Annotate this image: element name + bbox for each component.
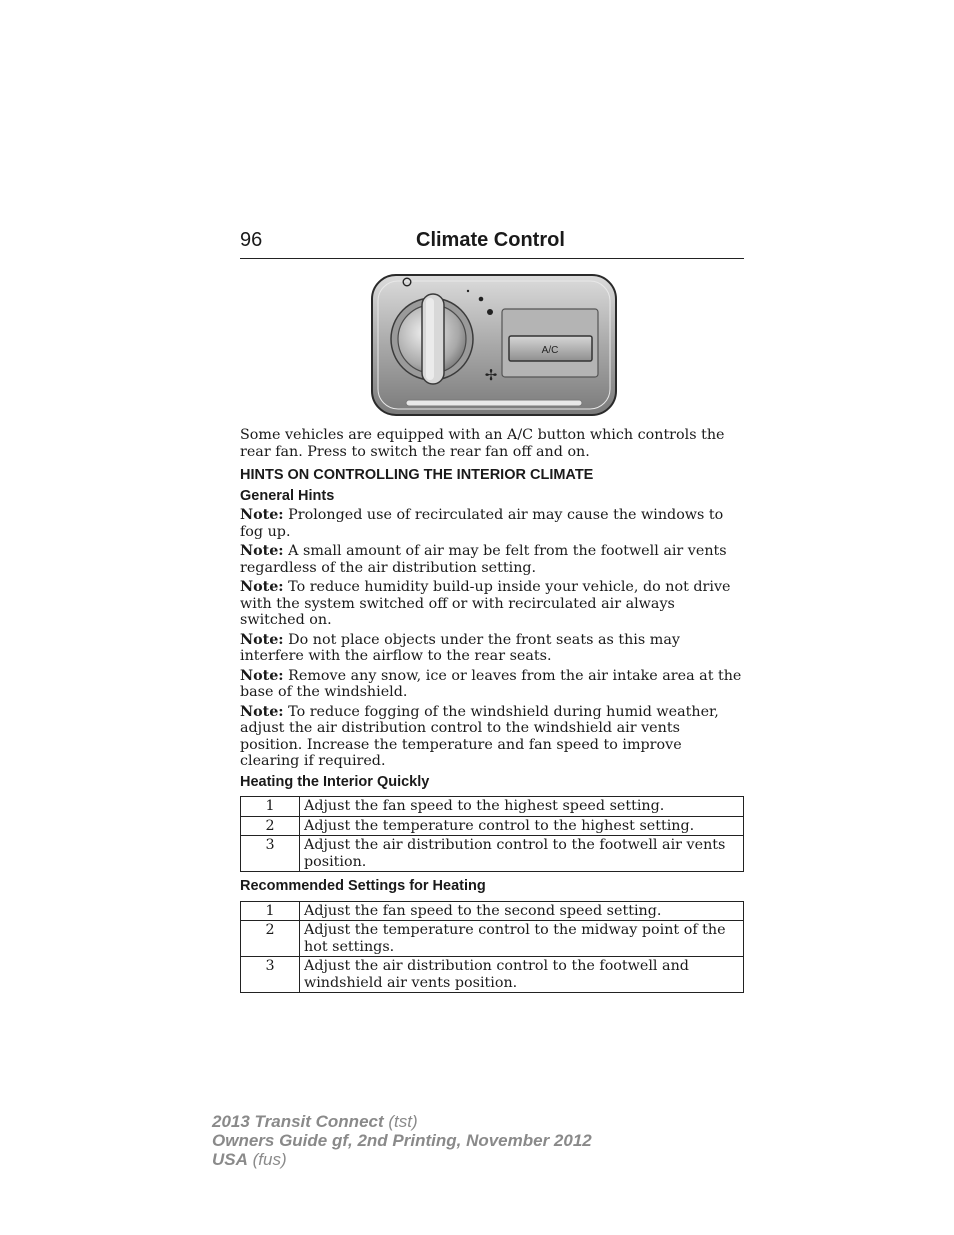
note-label: Note: (240, 703, 284, 720)
note-paragraph (240, 507, 744, 540)
note-paragraph (240, 579, 744, 629)
control-panel-illustration (370, 272, 618, 418)
step-number: 1 (241, 901, 300, 921)
note-label: Note: (240, 543, 284, 559)
fan-icon: ✢ (484, 366, 498, 384)
note-paragraph (240, 704, 744, 770)
heating-quickly-heading: Heating the Interior Quickly (240, 773, 430, 790)
footer-line-2 (212, 1131, 592, 1150)
step-text: Adjust the fan speed to the second speed setting. (300, 901, 744, 921)
note-paragraph (240, 632, 744, 665)
page-title: Climate Control (416, 229, 565, 251)
note-text: Prolonged use of recirculated air may cause the windows to fog up. (240, 507, 724, 540)
footer-printing: Owners Guide gf, 2nd Printing, November 2012 (212, 1131, 592, 1150)
note-label: Note: (240, 579, 284, 595)
step-text: Adjust the air distribution control to the footwell and windshield air vents position. (300, 957, 744, 993)
step-text: Adjust the fan speed to the highest speed setting. (300, 797, 744, 817)
table-row (241, 921, 744, 957)
speed-marker-2 (479, 297, 484, 302)
footer-line-1 (212, 1112, 592, 1131)
ac-button-label: A/C (541, 345, 559, 356)
table-row (241, 957, 744, 993)
footer-model-code: (tst) (383, 1112, 418, 1131)
step-number: 3 (241, 957, 300, 993)
note-label: Note: (240, 631, 284, 648)
note-paragraph (240, 543, 744, 576)
table-row (241, 797, 744, 817)
note-paragraph (240, 668, 744, 701)
page-footer (212, 1112, 592, 1169)
note-text: To reduce humidity build-up inside your vehicle, do not drive with the system switched off or with recirculated air always switched on. (240, 579, 731, 628)
step-text: Adjust the temperature control to the midway point of the hot settings. (300, 921, 744, 957)
table-row (241, 836, 744, 872)
panel-light-strip (406, 400, 582, 406)
step-text: Adjust the temperature control to the highest setting. (300, 816, 744, 836)
step-text: Adjust the air distribution control to the footwell air vents position. (300, 836, 744, 872)
speed-marker-1 (467, 290, 469, 292)
table-row (241, 816, 744, 836)
rear-fan-control-figure (370, 272, 618, 418)
speed-marker-3 (487, 309, 493, 315)
table-row (241, 901, 744, 921)
recommended-heating-table (240, 901, 744, 994)
heating-quickly-table (240, 796, 744, 872)
note-text: To reduce fogging of the windshield during humid weather, adjust the air distribution control to the windshield air vents position. Increase the temperature and fan speed to improve clearing if required. (240, 703, 719, 769)
footer-model: 2013 Transit Connect (212, 1112, 384, 1131)
footer-line-3 (212, 1150, 592, 1169)
recommended-heating-heading: Recommended Settings for Heating (240, 878, 486, 894)
note-text: A small amount of air may be felt from the footwell air vents regardless of the air distribution setting. (240, 543, 727, 576)
note-text: Do not place objects under the front seats as this may interfere with the airflow to the rear seats. (240, 631, 680, 664)
note-label: Note: (240, 667, 284, 684)
intro-paragraph: Some vehicles are equipped with an A/C button which controls the rear fan. Press to switch the rear fan off and on. (240, 427, 725, 460)
footer-market: USA (212, 1150, 248, 1169)
page-number: 96 (240, 229, 263, 251)
footer-market-code: (fus) (247, 1150, 287, 1169)
section-heading: HINTS ON CONTROLLING THE INTERIOR CLIMATE (240, 467, 594, 483)
step-number: 3 (241, 836, 300, 872)
step-number: 2 (241, 816, 300, 836)
note-label: Note: (240, 507, 284, 523)
page-header (240, 228, 744, 259)
page-content (240, 427, 744, 999)
general-hints-heading: General Hints (240, 487, 335, 504)
step-number: 2 (241, 921, 300, 957)
step-number: 1 (241, 797, 300, 817)
note-text: Remove any snow, ice or leaves from the air intake area at the base of the windshield. (240, 667, 742, 700)
